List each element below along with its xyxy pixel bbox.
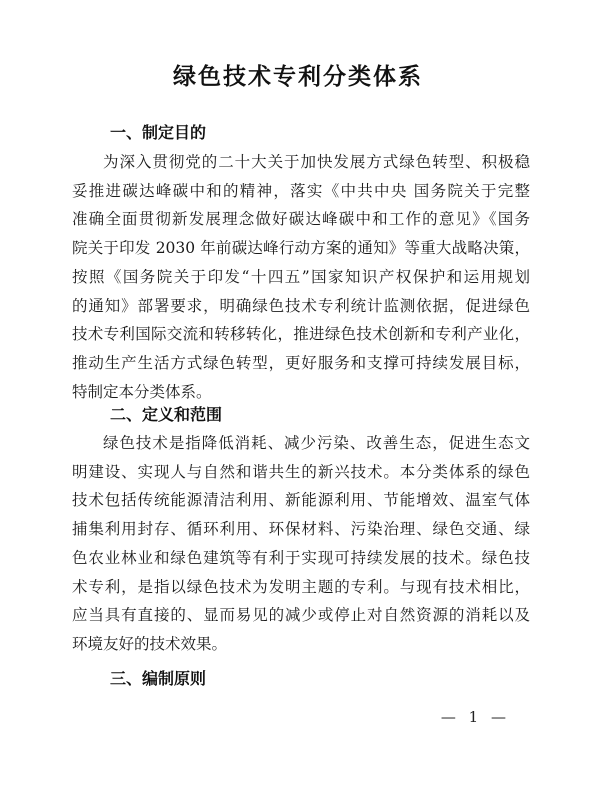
page-number: — 1 — [440,708,510,726]
paragraph-line: 技术专利国际交流和转移转化，推进绿色技术创新和专利产业化， [72,325,530,344]
section-heading-principles: 三、编制原则 [110,669,207,688]
document-title: 绿色技术专利分类体系 [173,64,423,90]
paragraph-line: 环境友好的技术效果。 [72,634,228,653]
paragraph-line: 明建设、实现人与自然和谐共生的新兴技术。本分类体系的绿色 [72,462,530,481]
paragraph-line: 绿色技术是指降低消耗、减少污染、改善生态，促进生态文 [103,434,530,452]
paragraph-line: 为深入贯彻党的二十大关于加快发展方式绿色转型、积极稳 [103,153,530,171]
section-heading-definition: 二、定义和范围 [110,405,223,424]
section-body-definition [72,429,530,659]
paragraph-line: 准确全面贯彻新发展理念做好碳达峰碳中和工作的意见》《国务 [72,210,530,229]
paragraph-line: 按照《国务院关于印发“十四五”国家知识产权保护和运用规划 [72,267,530,286]
paragraph-line: 色农业林业和绿色建筑等有利于实现可持续发展的技术。绿色技 [72,548,530,567]
paragraph-line: 捕集利用封存、循环利用、环保材料、污染治理、绿色交通、绿 [72,520,530,539]
paragraph-line: 妥推进碳达峰碳中和的精神，落实《中共中央 国务院关于完整 [72,181,530,200]
paragraph-line: 应当具有直接的、显而易见的减少或停止对自然资源的消耗以及 [72,606,530,625]
paragraph-line: 推动生产生活方式绿色转型，更好服务和支撑可持续发展目标， [72,353,530,372]
paragraph-line: 术专利，是指以绿色技术为发明主题的专利。与现有技术相比， [72,577,530,596]
paragraph-line: 特制定本分类体系。 [72,382,212,401]
section-body-purpose [72,148,530,406]
section-heading-purpose: 一、制定目的 [110,123,207,142]
paragraph-line: 的通知》部署要求，明确绿色技术专利统计监测依据，促进绿色 [72,296,530,315]
paragraph-line: 院关于印发 2030 年前碳达峰行动方案的通知》等重大战略决策， [72,239,530,258]
paragraph-line: 技术包括传统能源清洁利用、新能源利用、节能增效、温室气体 [72,491,530,510]
